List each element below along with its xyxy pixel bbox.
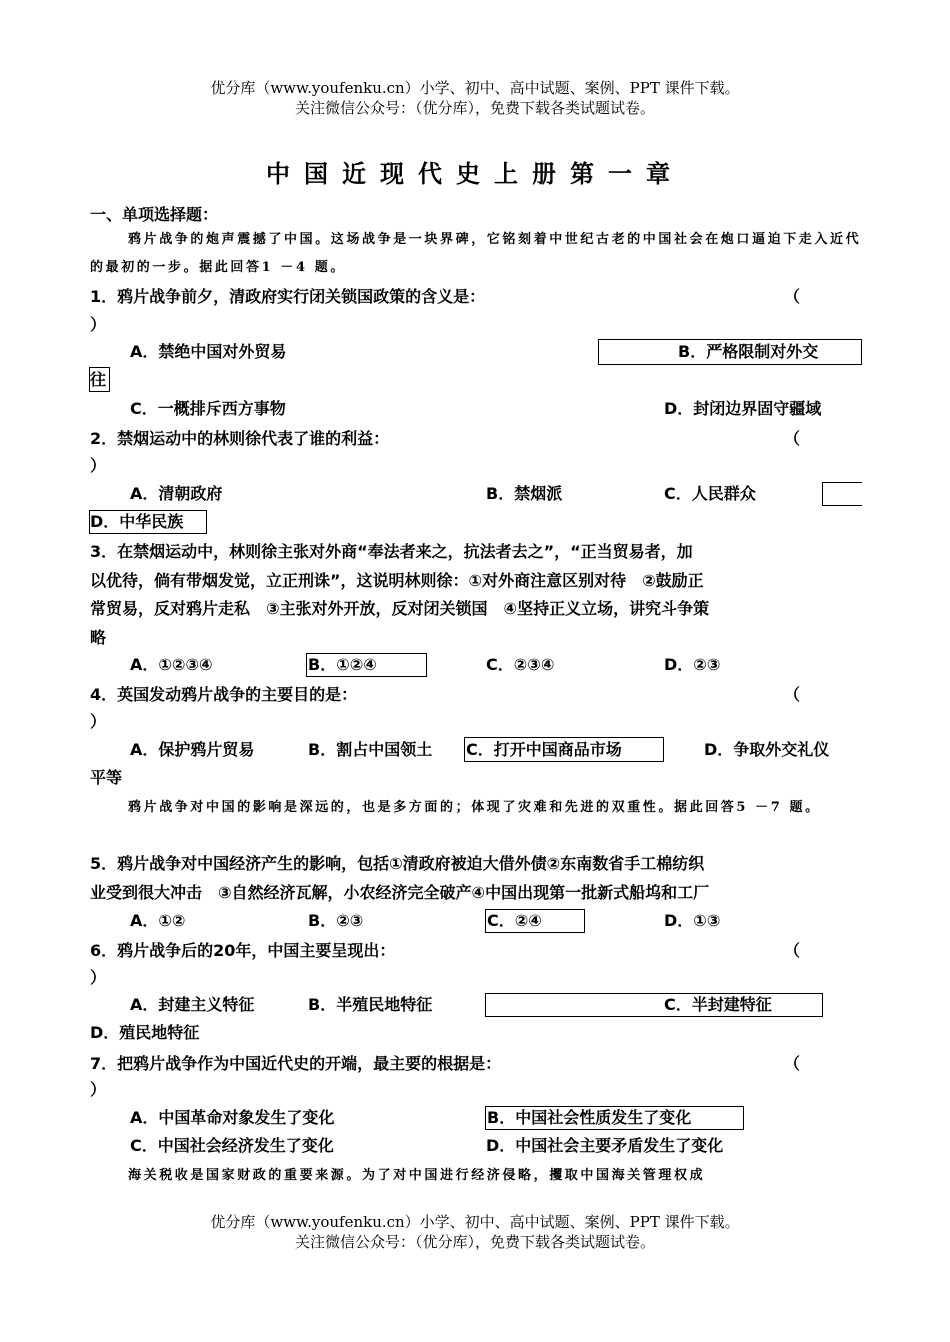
question-text: 6．鸦片战争后的20年，中国主要呈现出： [90,941,396,960]
answer-paren-close: ） [90,315,107,334]
question-6-stem [90,937,862,965]
q1-option-b: B．严格限制对外交 [678,342,819,361]
q4-option-d-cont: 平等 [90,768,123,787]
answer-paren-close: ） [90,968,107,987]
q5-option-d: D．①③ [664,911,721,930]
question-line: 略 [90,627,107,647]
q1-option-d: D．封闭边界固守疆域 [664,399,822,418]
question-line: 常贸易，反对鸦片走私 ③主张对外开放，反对闭关锁国 ④坚持正义立场，讲究斗争策 [90,599,710,618]
q6-answer-box [485,993,823,1017]
intro-paragraph-1 [90,226,862,282]
question-2-stem [90,425,862,453]
q2-option-c: C．人民群众 [664,484,756,503]
intro-paragraph-3 [90,1162,862,1190]
question-text: 1．鸦片战争前夕，清政府实行闭关锁国政策的含义是： [90,287,486,306]
q7-option-a: A．中国革命对象发生了变化 [130,1108,335,1127]
q3-option-c: C．②③④ [486,655,555,674]
answer-paren-close: ） [90,1080,107,1099]
header-line-1: 优分库（www.youfenku.cn）小学、初中、高中试题、案例、PPT 课件下载。 [210,79,740,97]
q4-option-d: D．争取外交礼仪 [704,740,830,759]
q1-option-c: C．一概排斥西方事物 [130,399,286,418]
question-4-stem [90,681,862,709]
q1-option-a: A．禁绝中国对外贸易 [130,342,287,361]
question-line: 3．在禁烟运动中，林则徐主张对外商“奉法者来之，抗法者去之”，“正当贸易者，加 [90,542,693,561]
q3-option-d: D．②③ [664,655,721,674]
header-line-2: 关注微信公众号：（优分库），免费下载各类试题试卷。 [294,99,655,117]
q6-option-c: C．半封建特征 [664,995,772,1014]
q7-option-b: B．中国社会性质发生了变化 [487,1108,692,1127]
answer-paren-open: （ [783,1054,800,1073]
question-text: 7．把鸦片战争作为中国近代史的开端，最主要的根据是： [90,1054,502,1073]
q6-option-d: D．殖民地特征 [90,1023,200,1042]
intro-paragraph-2 [90,794,862,822]
answer-paren-open: （ [783,287,800,306]
question-3-stem [90,538,862,652]
q5-option-b: B．②③ [308,911,364,930]
intro-text: 鸦片战争对中国的影响是深远的，也是多方面的；体现了灾难和先进的双重性。据此回答5 －7 题。 [128,800,821,815]
q1-option-b-cont: 往 [90,370,107,389]
q5-option-c: C．②④ [487,911,542,930]
page-title: 中国近现代史上册第一章 [266,160,684,188]
question-5-stem [90,850,862,907]
q7-option-d: D．中国社会主要矛盾发生了变化 [486,1136,724,1155]
intro-text: 鸦片战争的炮声震撼了中国。这场战争是一块界碑，它铭刻着中世纪古老的中国社会在炮口逼迫下走入近代的最初的一步。据此回答1 －4 题。 [90,232,862,275]
footer-line-2: 关注微信公众号：（优分库），免费下载各类试题试卷。 [294,1233,655,1251]
q4-option-c: C．打开中国商品市场 [466,740,622,759]
section-heading: 一、单项选择题： [90,205,219,224]
q7-option-c: C．中国社会经济发生了变化 [130,1136,334,1155]
q6-option-a: A．封建主义特征 [130,995,255,1014]
q2-option-b: B．禁烟派 [486,484,563,503]
answer-paren-close: ） [90,712,107,731]
footer-line-1: 优分库（www.youfenku.cn）小学、初中、高中试题、案例、PPT 课件下载。 [210,1213,740,1231]
q4-option-b: B．割占中国领土 [308,740,433,759]
q6-option-b: B．半殖民地特征 [308,995,433,1014]
q2-option-d: D．中华民族 [90,512,184,531]
q2-answer-box [822,482,862,506]
answer-paren-open: （ [783,941,800,960]
q4-option-a: A．保护鸦片贸易 [130,740,255,759]
answer-paren-open: （ [783,685,800,704]
question-7-stem [90,1050,862,1078]
question-line: 以优待，倘有带烟发觉，立正刑诛”，这说明林则徐：①对外商注意区别对待 ②鼓励正 [90,570,704,590]
q2-option-a: A．清朝政府 [130,484,223,503]
question-line: 5．鸦片战争对中国经济产生的影响，包括①清政府被迫大借外债②东南数省手工棉纺织 [90,854,705,873]
question-text: 4．英国发动鸦片战争的主要目的是： [90,685,358,704]
question-1-stem [90,283,862,311]
question-line: 业受到很大冲击 ③自然经济瓦解，小农经济完全破产④中国出现第一批新式船坞和工厂 [90,882,710,902]
q3-option-a: A．①②③④ [130,655,213,674]
answer-paren-open: （ [783,429,800,448]
answer-paren-close: ） [90,456,107,475]
intro-text: 海关税收是国家财政的重要来源。为了对中国进行经济侵略，攫取中国海关管理权成 [128,1168,706,1183]
question-text: 2．禁烟运动中的林则徐代表了谁的利益： [90,429,390,448]
q3-option-b: B．①②④ [308,655,377,674]
q5-option-a: A．①② [130,911,186,930]
